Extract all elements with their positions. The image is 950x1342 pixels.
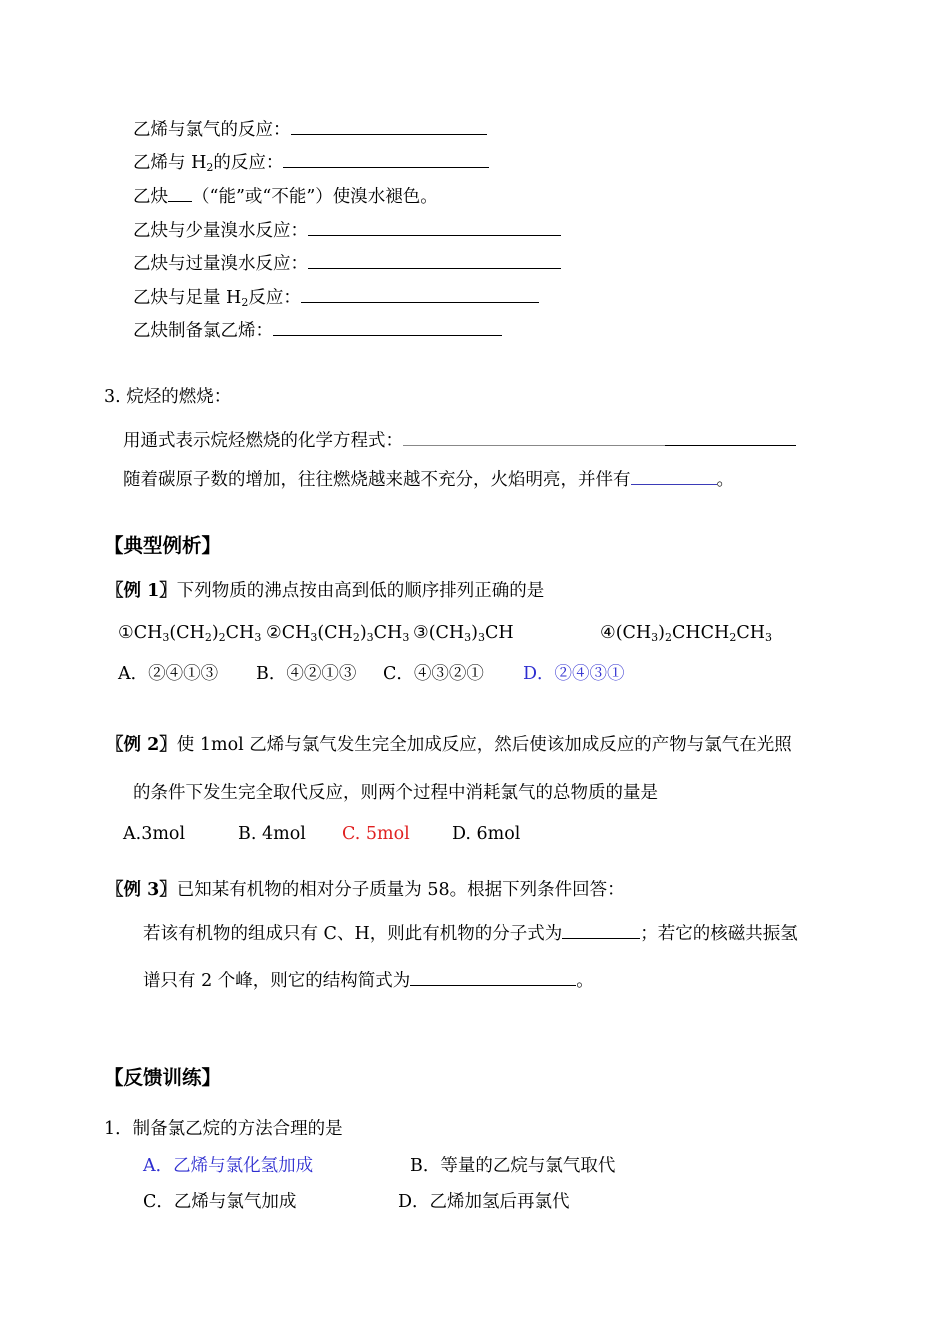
reaction-label: 乙炔与足量 H [133,288,242,308]
reaction-acetylene-bromine-water [133,184,438,208]
answer-blank[interactable] [283,150,489,168]
example-1-question [106,580,544,602]
compound-4: $④(CH_3)_2CHCH_2CH_3$ [600,623,772,644]
reaction-label: 乙烯与 H [133,153,207,173]
example-2-question [106,734,792,756]
reaction-label: 乙炔与过量溴水反应： [133,254,308,274]
answer-blank[interactable] [665,428,796,446]
option-b[interactable]: B．等量的乙烷与氯气取代 [410,1156,616,1176]
answer-blank[interactable] [273,318,502,336]
option-c-answer[interactable]: C. 5mol [342,824,410,844]
reaction-label: 乙烯与氯气的反应： [133,120,291,140]
question-text: 若该有机物的组成只有 C、H，则此有机物的分子式为 [143,924,563,944]
answer-blank[interactable] [301,285,539,303]
option-b[interactable]: B. 4mol [238,824,306,844]
question-text: 使 1mol 乙烯与氯气发生完全加成反应，然后使该加成反应的产物与氯气在光照 [176,735,792,755]
reaction-ethylene-hydrogen [133,150,489,174]
option-c[interactable]: C．④③②① [383,664,484,684]
question-text: 谱只有 2 个峰，则它的结构简式为 [143,971,411,991]
option-a[interactable]: A．②④①③ [118,664,219,684]
combustion-equation-line [123,428,796,452]
section-title: 3. 烷烃的燃烧： [104,387,232,407]
answer-blank[interactable] [308,251,561,269]
reaction-acetylene-excess-bromine [133,251,561,275]
subscript: 2 [241,296,249,309]
example-tag: 〖例 2〗 [106,735,177,755]
question-text: ；若它的核磁共振氢 [640,924,798,944]
option-a[interactable]: A.3mol [123,824,186,844]
reaction-label: 乙炔制备氯乙烯： [133,321,273,341]
feedback-question-1: 1．制备氯乙烷的方法合理的是 [104,1119,343,1139]
answer-blank[interactable] [562,921,640,939]
option-d[interactable]: D. 6mol [452,824,521,844]
reaction-label: 的反应： [213,153,284,173]
option-c[interactable]: C．乙烯与氯气加成 [143,1192,297,1212]
example-3-formula-line [143,921,798,945]
answer-blank[interactable] [308,218,561,236]
section-heading: 【反馈训练】 [104,1066,222,1089]
reaction-vinyl-chloride [133,318,502,342]
question-text: 下列物质的沸点按由高到低的顺序排列正确的是 [176,581,545,601]
section-heading: 【典型例析】 [104,534,222,557]
question-text: 随着碳原子数的增加，往往燃烧越来越不充分，火焰明亮，并伴有 [123,470,631,490]
question-text: 用通式表示烷烃燃烧的化学方程式： [123,431,403,451]
compound-2: $②CH_3(CH_2)_3CH_3$ [266,623,410,644]
answer-blank[interactable] [631,467,717,485]
example-3-structure-line [143,968,594,992]
answer-blank[interactable] [291,117,487,135]
reaction-label: 乙炔与少量溴水反应： [133,221,308,241]
example-tag: 〖例 1〗 [106,581,177,601]
reaction-acetylene-little-bromine [133,218,561,242]
compound-3: $③(CH_3)_3CH$ [413,623,514,644]
answer-blank[interactable] [403,428,665,446]
answer-blank[interactable] [168,184,192,202]
example-tag: 〖例 3〗 [106,880,177,900]
example-2-question-cont: 的条件下发生完全取代反应，则两个过程中消耗氯气的总物质的量是 [133,783,658,803]
question-text: 已知某有机物的相对分子质量为 58。根据下列条件回答： [176,880,625,900]
reaction-acetylene-hydrogen [133,285,539,309]
answer-blank[interactable] [410,968,576,986]
reaction-ethylene-chlorine [133,117,487,141]
punctuation: 。 [716,470,734,490]
subscript: 2 [206,161,214,174]
punctuation: 。 [576,971,594,991]
option-d-answer[interactable]: D．②④③① [523,664,625,684]
option-b[interactable]: B．④②①③ [256,664,357,684]
reaction-label: （“能”或“不能”）使溴水褪色。 [192,187,438,207]
combustion-trend-line [123,467,734,491]
reaction-label: 乙炔 [133,187,168,207]
option-a-answer[interactable]: A．乙烯与氯化氢加成 [143,1156,314,1176]
compound-1: $①CH_3(CH_2)_2CH_3$ [118,623,262,644]
option-d[interactable]: D．乙烯加氢后再氯代 [398,1192,570,1212]
reaction-label: 反应： [248,288,301,308]
example-3-question [106,879,625,901]
